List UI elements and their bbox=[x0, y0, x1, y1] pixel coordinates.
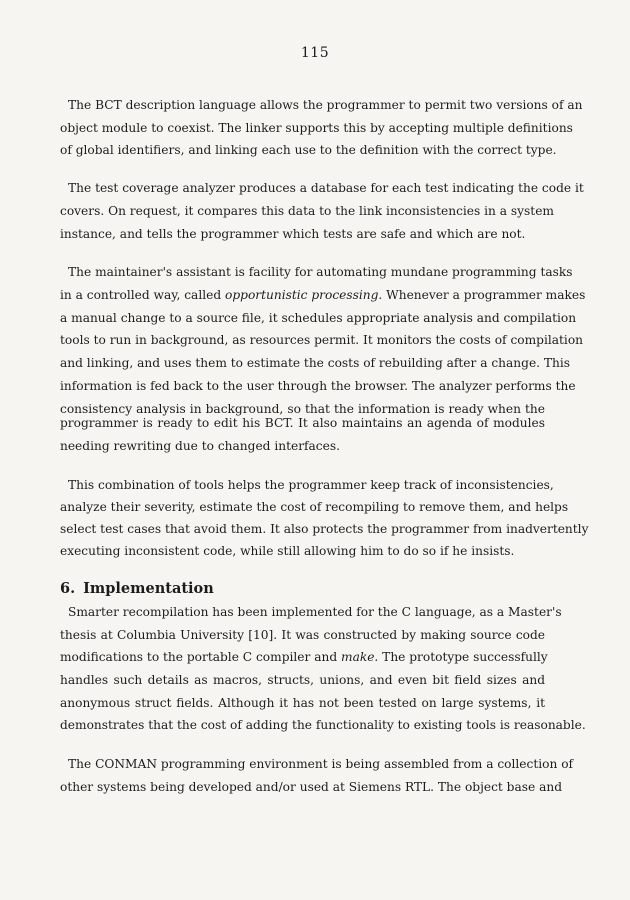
text-line: covers. On request, it compares this data to the link inconsistencies in a system bbox=[60, 204, 554, 218]
text-line: executing inconsistent code, while still allowing him to do so if he insists. bbox=[60, 544, 515, 558]
section-number: 6. bbox=[60, 580, 76, 597]
text-line: consistency analysis in background, so that the information is ready when the bbox=[60, 402, 545, 416]
text-line: a manual change to a source file, it schedules appropriate analysis and compilation bbox=[60, 311, 577, 325]
text-line: of global identifiers, and linking each use to the definition with the correct type. bbox=[60, 143, 557, 157]
text-line: demonstrates that the cost of adding the functionality to existing tools is reasonable. bbox=[60, 718, 586, 732]
text-line: and linking, and uses them to estimate the costs of rebuilding after a change. This bbox=[60, 356, 571, 370]
emphasis-text: make. bbox=[341, 650, 379, 664]
text-line: Smarter recompilation has been implemented for the C language, as a Master's bbox=[68, 605, 562, 619]
text-line: object module to coexist. The linker supports this by accepting multiple definitions bbox=[60, 121, 573, 135]
text-line: The CONMAN programming environment is being assembled from a collection of bbox=[68, 757, 574, 771]
text-line: handles such details as macros, structs, unions, and even bit field sizes and bbox=[60, 673, 545, 687]
text-line: The maintainer's assistant is facility for automating mundane programming tasks bbox=[68, 265, 573, 279]
text-line: information is fed back to the user through the browser. The analyzer performs the bbox=[60, 379, 576, 393]
page-number: 115 bbox=[300, 45, 330, 61]
text-line: tools to run in background, as resources permit. It monitors the costs of compilation bbox=[60, 333, 584, 347]
text-line: select test cases that avoid them. It also protects the programmer from inadvertently bbox=[60, 522, 589, 536]
text-line: other systems being developed and/or used at Siemens RTL. The object base and bbox=[60, 780, 563, 794]
text-line: needing rewriting due to changed interfaces. bbox=[60, 439, 340, 453]
text-line: The test coverage analyzer produces a database for each test indicating the code it bbox=[68, 181, 584, 195]
section-heading bbox=[60, 580, 214, 598]
text-line: thesis at Columbia University [10]. It was constructed by making source code bbox=[60, 628, 545, 642]
text-line: The BCT description language allows the programmer to permit two versions of an bbox=[68, 98, 583, 112]
text-line: instance, and tells the programmer which tests are safe and which are not. bbox=[60, 227, 526, 241]
text-line: This combination of tools helps the programmer keep track of inconsistencies, bbox=[68, 478, 554, 492]
text-line: modifications to the portable C compiler and make. The prototype successfully bbox=[60, 650, 548, 664]
text-line: programmer is ready to edit his BCT. It also maintains an agenda of modules bbox=[60, 416, 545, 430]
text-line: in a controlled way, called opportunistic processing. Whenever a programmer makes bbox=[60, 288, 586, 302]
section-title: Implementation bbox=[83, 580, 214, 597]
emphasis-text: opportunistic processing. bbox=[225, 288, 383, 302]
text-line: anonymous struct fields. Although it has not been tested on large systems, it bbox=[60, 696, 545, 710]
text-line: analyze their severity, estimate the cost of recompiling to remove them, and helps bbox=[60, 500, 569, 514]
